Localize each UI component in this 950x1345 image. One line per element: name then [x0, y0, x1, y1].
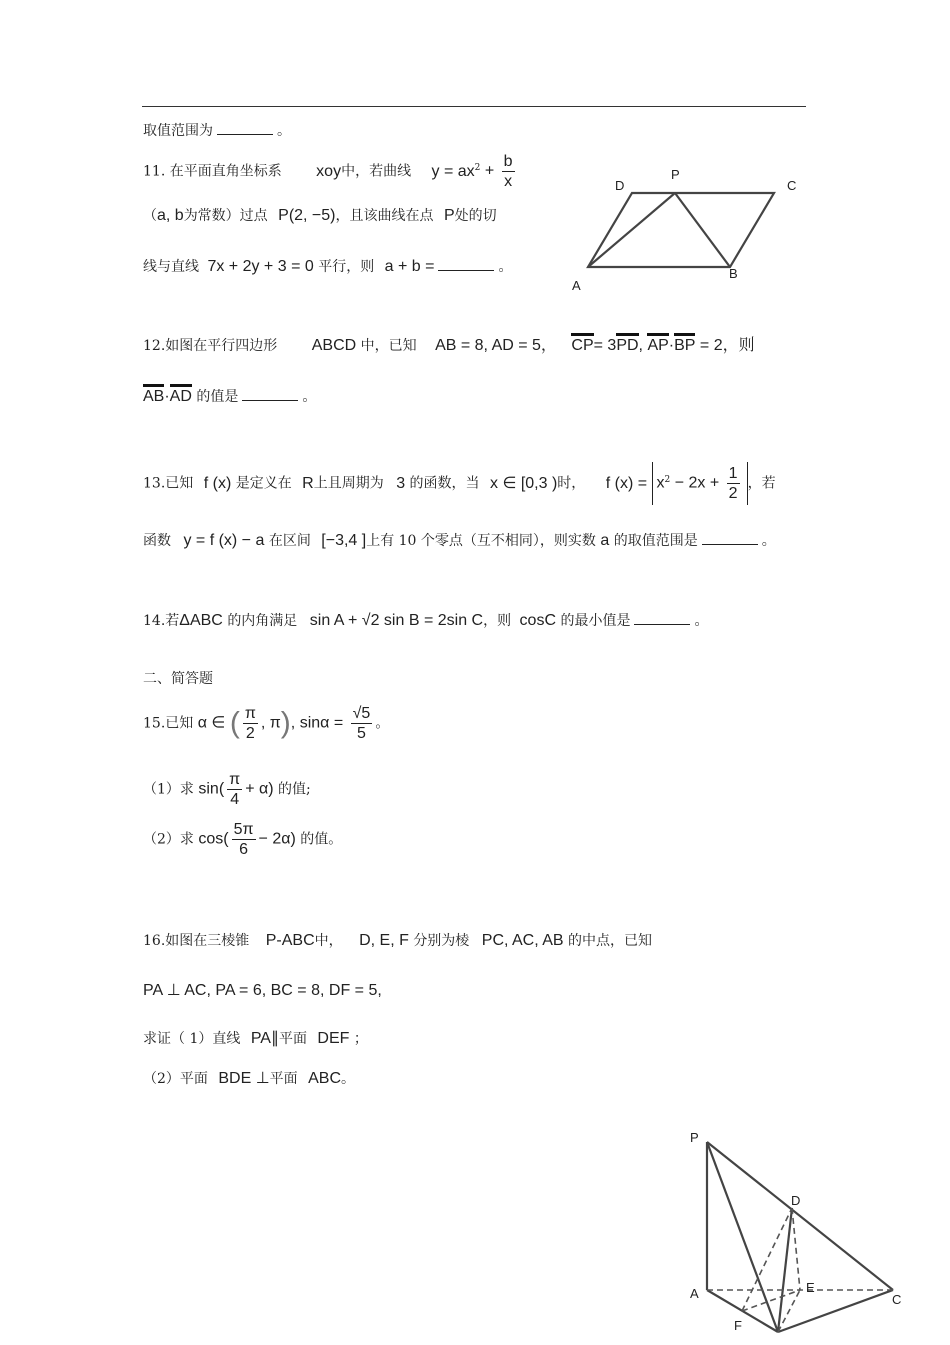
label-e: E	[806, 1280, 815, 1295]
q10-line: 取值范围为 。	[143, 123, 291, 139]
vector-pd: PD	[616, 333, 638, 355]
q15-line: 15.已知 α ∈ ( $\frac{\pi}{2}$ , π), sinα = $\frac{√5}{5}$ 。	[143, 705, 390, 742]
q15-part1: （1）求 sin( $\frac{\pi}{4}$ + α) 的值;	[143, 771, 311, 808]
q16-line4: （2）平面 BDE ⊥平面 ABC。	[143, 1070, 356, 1087]
label-p: P	[671, 167, 680, 182]
answer-blank	[702, 544, 758, 545]
q13-line1: 13.已知 f (x) 是定义在 R上且周期为 3 的函数，当 x ∈ [0,3 )时， f $(x) = x^2 - 2x$ + $\frac{1}{2}$ ，若	[143, 462, 776, 505]
label-b: B	[729, 266, 738, 281]
answer-blank	[242, 400, 298, 401]
segment-pb	[675, 193, 730, 267]
close-paren: )	[280, 706, 291, 740]
q16-line1: 16.如图在三棱锥 P-ABC中， D, E, F 分别为棱 PC, AC, AB 的中点，已知	[143, 932, 653, 949]
fraction-b-over-x: $\frac{b}{x}$	[503, 153, 513, 190]
header-rule	[142, 106, 806, 107]
vector-ap: AP	[647, 333, 668, 355]
answer-blank	[217, 134, 273, 135]
label-a: A	[572, 278, 581, 293]
vector-bp: BP	[674, 333, 695, 355]
parallelogram-figure	[560, 160, 820, 300]
answer-blank	[634, 624, 690, 625]
label-c: C	[892, 1292, 902, 1307]
q16-line2: PA ⊥ AC, PA = 6, BC = 8, DF = 5,	[143, 982, 382, 999]
edge-bc	[778, 1290, 893, 1332]
fraction-pi-over-2: $\frac{\pi}{2}$	[244, 705, 256, 742]
q13-line2: 函数 y = f (x) − a 在区间 [−3,4 ]上有 10 个零点（互不相同），则实数 a 的取值范围是 。	[143, 532, 776, 549]
label-d: D	[615, 178, 625, 193]
label-f: F	[734, 1318, 742, 1333]
q16-line3: 求证（ 1）直线 PA∥平面 DEF ；	[143, 1030, 368, 1047]
segment-fe	[742, 1290, 800, 1311]
answer-blank	[438, 270, 494, 271]
parallelogram-abcd	[588, 193, 774, 267]
vector-cp: CP	[571, 333, 593, 355]
q11-line2: （a, b为常数）过点 P(2, −5)，且该曲线在点 P处的切	[143, 207, 497, 224]
segment-ap	[588, 193, 675, 267]
label-c: C	[787, 178, 797, 193]
q12-line2: AB·AD 的值是 。	[143, 384, 316, 406]
fraction-one-half: $\frac{1}{2}$	[728, 465, 738, 502]
q15-part2: （2）求 cos( $\frac{5\pi}{6}$ − 2α) 的值。	[143, 821, 343, 858]
q12-line1: 12.如图在平行四边形 ABCD 中，已知 AB = 8, AD = 5， CP= 3PD, AP·BP = 2，则	[143, 332, 755, 355]
q11-line1: 11. 在平面直角坐标系 xoy中，若曲线 $y = ax^2$ + $\frac{b}{x}$	[143, 153, 513, 190]
section-title: 二、简答题	[143, 671, 213, 687]
label-a: A	[690, 1286, 699, 1301]
fraction-pi-over-4: $\frac{\pi}{4}$	[229, 771, 241, 808]
q11-line3: 线与直线 7x + 2y + 3 = 0 平行，则 a + b = 。	[143, 258, 513, 275]
pyramid-figure	[680, 1120, 920, 1345]
fraction-sqrt5-over-5: $\frac{√5}{5}$	[352, 705, 371, 742]
vector-ab: AB	[143, 384, 164, 406]
label-d: D	[791, 1193, 801, 1208]
q14-line: 14.若ΔABC 的内角满足 sin A + √2 sin B = 2sin C，则 cosC 的最小值是 。	[143, 612, 709, 629]
label-p: P	[690, 1130, 699, 1145]
vector-ad: AD	[170, 384, 192, 406]
fraction-5pi-over-6: $\frac{5\pi}{6}$	[233, 821, 254, 858]
segment-de	[792, 1208, 800, 1290]
open-paren: (	[229, 706, 240, 740]
absolute-value: $x^2 - 2x$ + $\frac{1}{2}$	[652, 462, 748, 505]
segment-bd	[778, 1208, 792, 1332]
